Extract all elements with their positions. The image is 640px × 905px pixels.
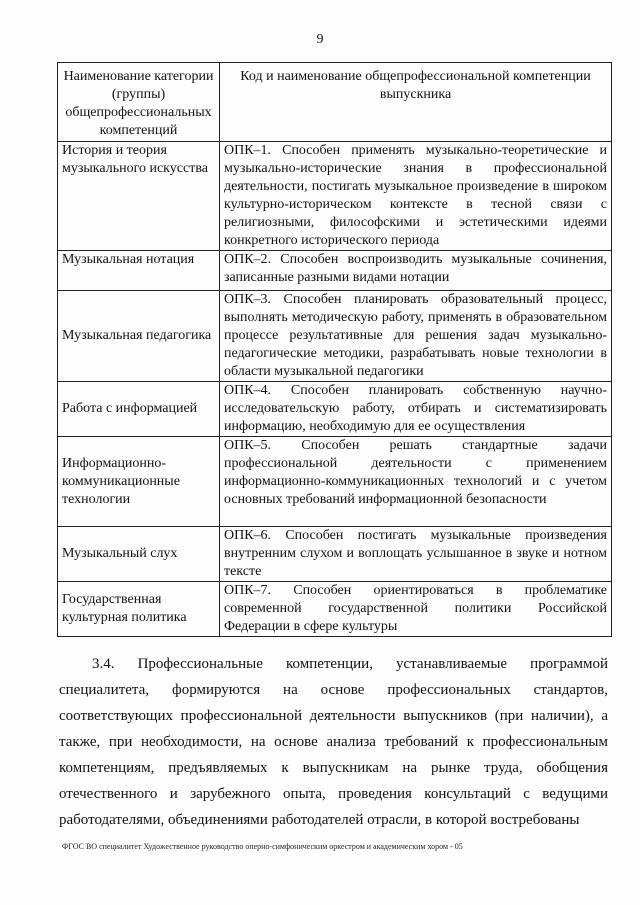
category-cell: История и теория музыкального искусства [58,142,220,251]
category-cell: Информационно-коммуникационные технологии [58,437,220,527]
competence-cell: ОПК–4. Способен планировать собственную научно-исследовательскую работу, отбирать и систематизировать информацию, необходимую для ее осуществления [220,382,612,437]
table-row [58,527,612,582]
table-row [58,382,612,437]
footer-note: ФГОС ВО специалитет Художественное руководство оперно-симфоническим оркестром и академическим хором - 05 [62,842,463,851]
competence-table [57,62,612,637]
category-cell: Государственная культурная политика [58,582,220,637]
paragraph-3-4: 3.4. Профессиональные компетенции, устанавливаемые программой специалитета, формируются на основе профессиональных стандартов, соответствующих профессиональной деятельности выпускников (при наличии), а также, при необходимости, на основе анализа требований к профессиональным компетенциям, предъявляемых к выпускникам на рынке труда, обобщения отечественного и зарубежного опыта, проведения консультаций с ведущими работодателями, объединениями работодателей отрасли, в которой востребованы [59,656,608,828]
category-cell: Музыкальная педагогика [58,291,220,382]
table-row [58,142,612,251]
competence-cell: ОПК–3. Способен планировать образовательный процесс, выполнять методическую работу, применять в образовательном процессе результативные для решения задач музыкально-педагогические методики, разрабатывать новые технологии в области музыкальной педагогики [220,291,612,382]
table-header-row [58,63,612,142]
competence-cell: ОПК–2. Способен воспроизводить музыкальные сочинения, записанные разными видами нотации [220,251,612,291]
competence-cell: ОПК–1. Способен применять музыкально-теоретические и музыкально-исторические знания в профессиональной деятельности, постигать музыкальное произведение в широком культурно-историческом контексте в тесной связи с религиозными, философскими и эстетическими идеями конкретного исторического периода [220,142,612,251]
category-cell: Работа с информацией [58,382,220,437]
table-row [58,437,612,527]
header-category: Наименование категории (группы) общепрофессиональных компетенций [58,63,220,142]
category-cell: Музыкальная нотация [58,251,220,291]
table-row [58,582,612,637]
competence-cell: ОПК–7. Способен ориентироваться в проблематике современной государственной политики Российской Федерации в сфере культуры [220,582,612,637]
table-row [58,251,612,291]
category-cell: Музыкальный слух [58,527,220,582]
header-code: Код и наименование общепрофессиональной компетенции выпускника [220,63,612,142]
page-number: 9 [316,32,324,47]
competence-cell: ОПК–6. Способен постигать музыкальные произведения внутренним слухом и воплощать услышанное в звуке и нотном тексте [220,527,612,582]
competence-cell: ОПК–5. Способен решать стандартные задачи профессиональной деятельности с применением информационно-коммуникационных технологий и с учетом основных требований информационной безопасности [220,437,612,527]
table-row [58,291,612,382]
